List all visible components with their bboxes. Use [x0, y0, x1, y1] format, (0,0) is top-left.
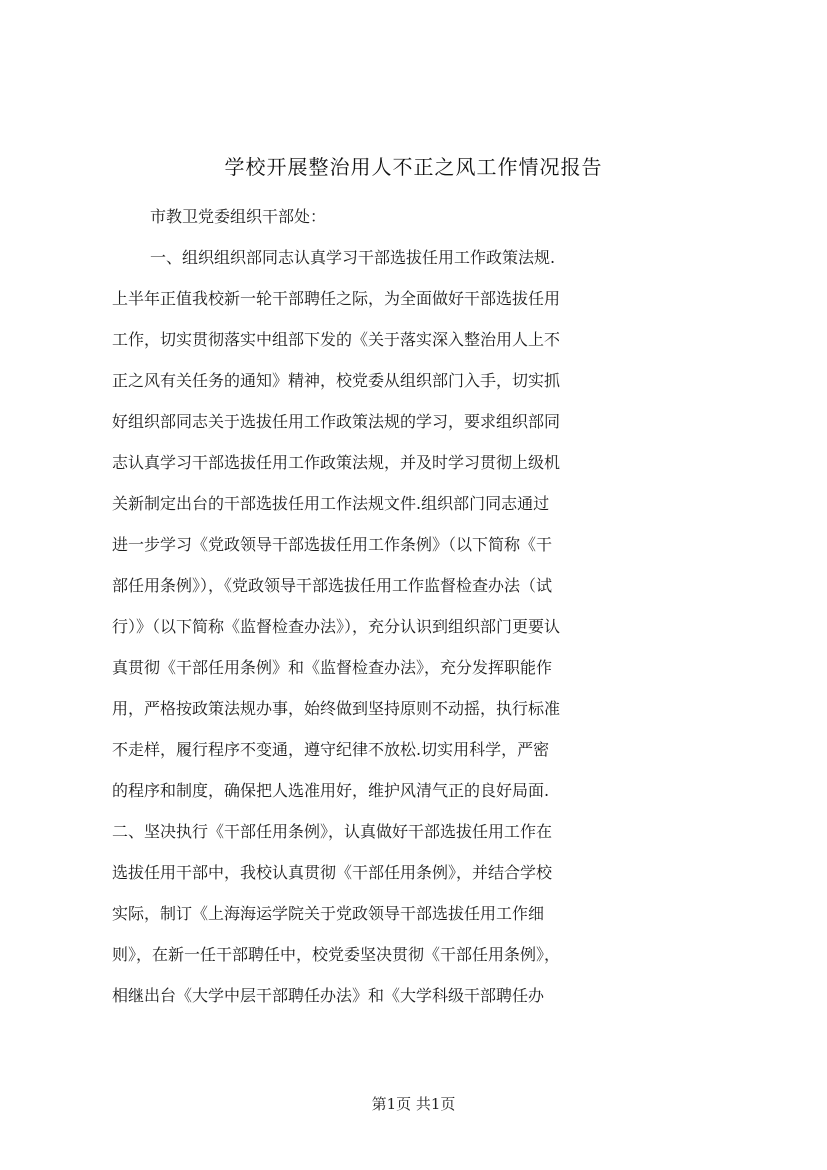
- body-line: 不走样，履行程序不变通，遵守纪律不放松.切实用科学，严密: [112, 740, 550, 759]
- body-line: 志认真学习干部选拔任用工作政策法规，并及时学习贯彻上级机: [112, 453, 561, 472]
- body-line: 相继出台《大学中层干部聘任办法》和《大学科级干部聘任办: [112, 986, 545, 1005]
- body-line: 进一步学习《党政领导干部选拔任用工作条例》（以下简称《干: [112, 535, 553, 554]
- body-line: 则》，在新一任干部聘任中，校党委坚决贯彻《干部任用条例》，: [112, 945, 561, 964]
- body-line: 的程序和制度，确保把人选准用好，维护风清气正的良好局面.: [112, 781, 550, 800]
- body-line: 好组织部同志关于选拔任用工作政策法规的学习，要求组织部同: [112, 412, 561, 431]
- section-heading-1: 一、组织组织部同志认真学习干部选拔任用工作政策法规.: [150, 248, 556, 267]
- body-line: 选拔任用干部中，我校认真贯彻《干部任用条例》，并结合学校: [112, 863, 553, 882]
- body-line: 行）》（以下简称《监督检查办法》），充分认识到组织部门更要认: [112, 617, 561, 636]
- salutation-line: 市教卫党委组织干部处：: [150, 207, 327, 226]
- document-title: 学校开展整治用人不正之风工作情况报告: [224, 155, 603, 179]
- body-line: 工作，切实贯彻落实中组部下发的《关于落实深入整治用人上不: [112, 330, 561, 349]
- body-line: 实际，制订《上海海运学院关于党政领导干部选拔任用工作细: [112, 904, 545, 923]
- document-body: [112, 196, 732, 1016]
- page-number-footer: 第1页 共1页: [371, 1095, 456, 1113]
- body-line: 真贯彻《干部任用条例》和《监督检查办法》，充分发挥职能作: [112, 658, 553, 677]
- body-line: 上半年正值我校新一轮干部聘任之际，为全面做好干部选拔任用: [112, 289, 561, 308]
- section-heading-2: 二、坚决执行《干部任用条例》，认真做好干部选拔任用工作在: [112, 822, 553, 841]
- body-line: 用，严格按政策法规办事，始终做到坚持原则不动摇，执行标准: [112, 699, 561, 718]
- body-line: 部任用条例》），《党政领导干部选拔任用工作监督检查办法（试: [112, 576, 553, 595]
- body-line: 正之风有关任务的通知》精神，校党委从组织部门入手，切实抓: [112, 371, 561, 390]
- body-line: 关新制定出台的干部选拔任用工作法规文件.组织部门同志通过: [112, 494, 550, 513]
